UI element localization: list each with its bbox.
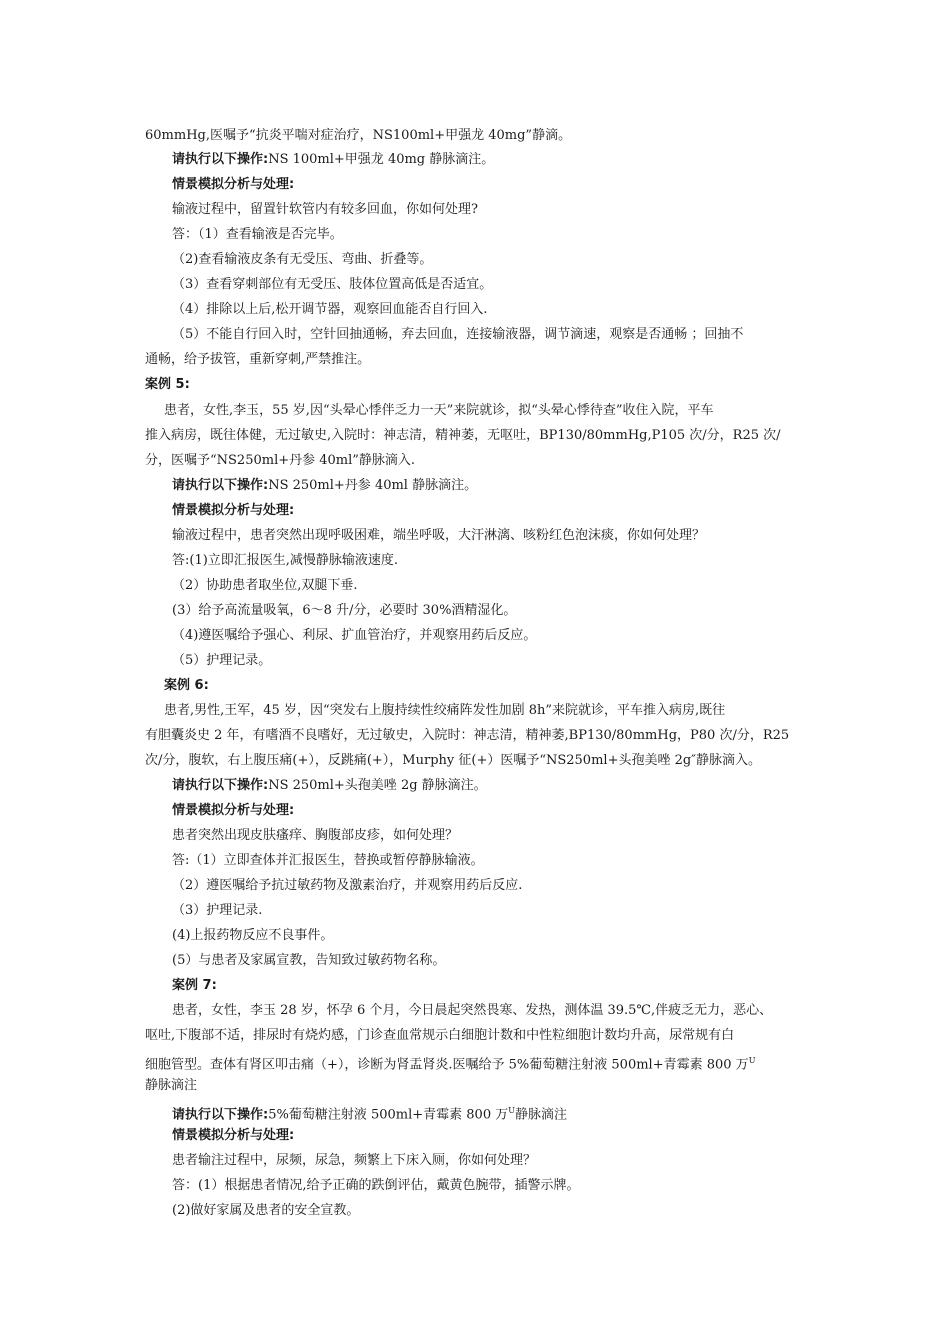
operation-heading: 请执行以下操作: bbox=[172, 152, 269, 167]
answer-line: 答：（1）查看输液是否完毕。 bbox=[172, 227, 343, 242]
case-heading: 案例 5: bbox=[145, 377, 190, 392]
answer-line: 答:（1）立即查体并汇报医生，替换或暂停静脉输液。 bbox=[172, 853, 484, 868]
case-text-body: 细胞管型。查体有肾区叩击痛（+），诊断为肾盂肾炎.医嘱给予 5%葡萄糖注射液 500ml+青霉素 800 万 bbox=[145, 1057, 749, 1073]
case-text: 次/分，腹软，右上腹压痛(+），反跳痛(+），Murphy 征(+）医嘱予“NS250ml+头孢美唑 2g″静脉滴入。 bbox=[145, 753, 762, 768]
answer-line: （4)遵医嘱给予强心、利尿、扩血管治疗，并观察用药后反应。 bbox=[172, 628, 537, 643]
answer-line: （4）排除以上后,松开调节器，观察回血能否自行回入. bbox=[172, 302, 488, 317]
section-heading: 情景模拟分析与处理: bbox=[172, 177, 295, 192]
case-heading: 案例 6: bbox=[164, 678, 209, 693]
operation-heading: 请执行以下操作: bbox=[172, 1107, 269, 1123]
unit-superscript: U bbox=[748, 1056, 756, 1065]
case-text: 患者，女性,李玉，55 岁,因“头晕心悸伴乏力一天”来院就诊，拟“头晕心悸待查”收住入院，平车 bbox=[164, 403, 714, 418]
operation-heading: 请执行以下操作: bbox=[172, 778, 269, 793]
answer-line: (2)做好家属及患者的安全宣教。 bbox=[172, 1203, 360, 1218]
case-text: 有胆囊炎史 2 年，有嗜酒不良嗜好，无过敏史，入院时：神志清，精神萎,BP130/80mmHg，P80 次/分，R25 bbox=[145, 728, 790, 743]
case-text: 患者,男性,王军，45 岁，因“突发右上腹持续性绞痛阵发性加剧 8h”来院就诊，平车推入病房,既往 bbox=[164, 703, 726, 718]
operation-text: NS 100ml+甲强龙 40mg 静脉滴注。 bbox=[268, 152, 495, 167]
operation-text-tail: 静脉滴注 bbox=[514, 1107, 567, 1123]
text-line bbox=[172, 477, 477, 495]
answer-line: (5）与患者及家属宣教，告知致过敏药物名称。 bbox=[172, 953, 446, 968]
question-text: 患者输注过程中，尿频，尿急，频繁上下床入厕，你如何处理？ bbox=[172, 1153, 537, 1168]
case-text: 分，医嘱予“NS250ml+丹参 40ml”静脉滴入. bbox=[145, 453, 416, 468]
case-text: 患者，女性，李玉 28 岁，怀孕 6 个月，今日晨起突然畏寒、发热，测体温 39.5℃,伴疲乏无力，恶心、 bbox=[172, 1003, 773, 1018]
answer-line: （2）协助患者取坐位,双腿下垂. bbox=[172, 578, 358, 593]
section-heading: 情景模拟分析与处理: bbox=[172, 503, 295, 518]
question-text: 患者突然出现皮肤瘙痒、胸腹部皮疹，如何处理？ bbox=[172, 828, 459, 843]
question-text: 输液过程中，患者突然出现呼吸困难，端坐呼吸，大汗淋漓、咳粉红色泡沫痰，你如何处理？ bbox=[172, 528, 706, 543]
answer-line: （2)查看输液皮条有无受压、弯曲、折叠等。 bbox=[172, 252, 433, 267]
answer-line: （3）护理记录. bbox=[172, 903, 263, 918]
answer-line: （5）不能自行回入时，空针回抽通畅，弃去回血，连接输液器，调节滴速，观察是否通畅 ；回抽不 bbox=[172, 327, 744, 342]
section-heading: 情景模拟分析与处理: bbox=[172, 1128, 295, 1143]
answer-line: 答:(1)立即汇报医生,减慢静脉输液速度. bbox=[172, 553, 399, 568]
case-text: 推入病房，既往体健，无过敏史,入院时：神志清，精神萎，无呕吐，BP130/80mmHg,P105 次/分，R25 次/ bbox=[145, 428, 781, 443]
answer-line: （2）遵医嘱给予抗过敏药物及激素治疗，并观察用药后反应. bbox=[172, 878, 523, 893]
answer-line: （5）护理记录。 bbox=[172, 653, 272, 668]
answer-line: 通畅，给予拔管，重新穿刺,严禁推注。 bbox=[145, 352, 371, 367]
text: 60mmHg,医嘱予“抗炎平喘对症治疗，NS100ml+甲强龙 40mg”静滴。 bbox=[145, 128, 572, 143]
text-line bbox=[145, 127, 571, 145]
section-heading: 情景模拟分析与处理: bbox=[172, 803, 295, 818]
answer-line: (4)上报药物反应不良事件。 bbox=[172, 928, 334, 943]
operation-text: NS 250ml+丹参 40ml 静脉滴注。 bbox=[268, 478, 478, 493]
question-text: 输液过程中，留置针软管内有较多回血，你如何处理? bbox=[172, 202, 478, 217]
answer-line: (3）给予高流量吸氧，6～8 升/分，必要时 30%酒精湿化。 bbox=[172, 603, 517, 618]
unit-superscript: U bbox=[508, 1106, 515, 1115]
answer-line: 答：(1）根据患者情况,给予正确的跌倒评估，戴黄色腕带，插警示牌。 bbox=[172, 1178, 580, 1193]
operation-text: NS 250ml+头孢美唑 2g 静脉滴注。 bbox=[268, 778, 487, 793]
text-line bbox=[172, 151, 494, 169]
case-text: 呕吐,下腹部不适，排尿时有烧灼感，门诊查血常规示白细胞计数和中性粒细胞计数均升高，尿常规有白 bbox=[145, 1028, 735, 1043]
operation-text: 5%葡萄糖注射液 500ml+青霉素 800 万 bbox=[268, 1107, 509, 1123]
case-text bbox=[145, 1052, 755, 1074]
text-line bbox=[172, 777, 487, 795]
operation-heading: 请执行以下操作: bbox=[172, 478, 269, 493]
answer-line: （3）查看穿刺部位有无受压、肢体位置高低是否适宜。 bbox=[172, 277, 493, 292]
case-text: 静脉滴注 bbox=[145, 1078, 198, 1093]
text-line bbox=[172, 1102, 567, 1124]
case-heading: 案例 7: bbox=[172, 978, 217, 993]
